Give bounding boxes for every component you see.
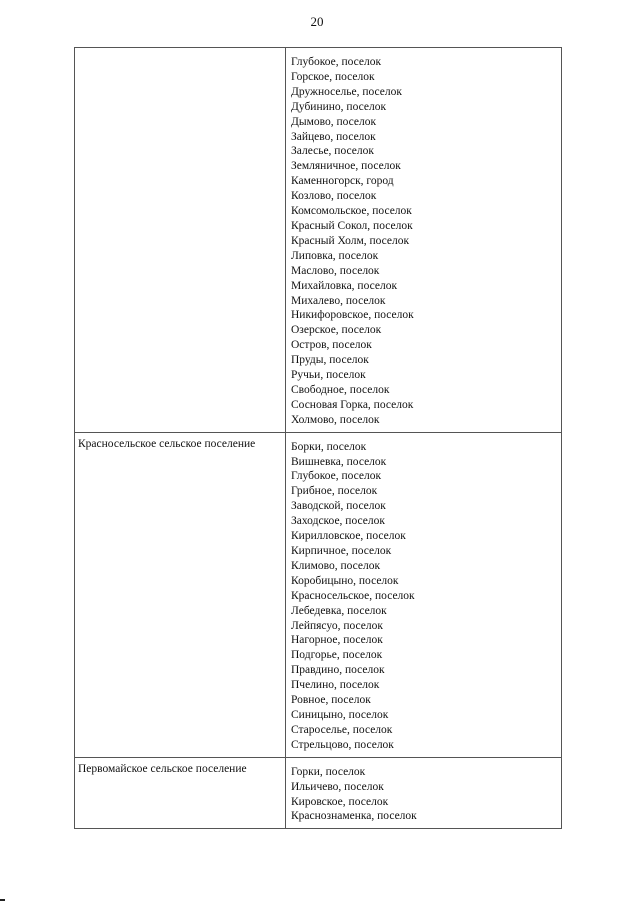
margin-mark: [0, 899, 5, 901]
settlement-item: Сосновая Горка, поселок: [291, 398, 414, 411]
settlement-item: Борки, поселок: [291, 440, 367, 453]
settlements-table: [74, 47, 562, 829]
settlement-item: Дружноселье, поселок: [291, 85, 402, 98]
settlement-item: Синицыно, поселок: [291, 708, 389, 721]
settlement-item: Маслово, поселок: [291, 264, 380, 277]
settlement-item: Липовка, поселок: [291, 249, 379, 262]
settlement-item: Глубокое, поселок: [291, 56, 382, 68]
settlement-item: Пчелино, поселок: [291, 679, 380, 692]
settlement-item: Холмово, поселок: [291, 413, 380, 426]
settlements-cell: [286, 757, 562, 829]
settlement-item: Заходское, поселок: [291, 515, 385, 528]
settlement-item: Пруды, поселок: [291, 354, 369, 367]
settlement-item: Лебедевка, поселок: [291, 604, 387, 617]
settlement-item: Кирилловское, поселок: [291, 530, 406, 543]
settlement-item: Кирпичное, поселок: [291, 545, 392, 557]
settlement-item: Дубинино, поселок: [291, 100, 387, 113]
settlement-item: Краснознаменка, поселок: [291, 810, 417, 823]
settlements-cell: [286, 48, 562, 433]
settlement-item: Подгорье, поселок: [291, 649, 383, 662]
settlement-item: Стрельцово, поселок: [291, 738, 394, 751]
settlement-item: Лейпясуо, поселок: [291, 619, 383, 632]
settlement-item: Староселье, поселок: [291, 723, 393, 736]
settlement-item: Михалево, поселок: [291, 294, 386, 307]
settlement-item: Комсомольское, поселок: [291, 205, 412, 218]
settlement-item: Козлово, поселок: [291, 190, 377, 203]
settlement-item: Каменногорск, город: [291, 175, 394, 188]
settlement-item: Нагорное, поселок: [291, 634, 383, 647]
settlement-item: Никифоровское, поселок: [291, 309, 414, 322]
table-row: [75, 432, 562, 757]
settlement-item: Коробицыно, поселок: [291, 574, 399, 587]
settlement-item: Вишневка, поселок: [291, 455, 387, 468]
settlement-item: Красный Сокол, поселок: [291, 219, 413, 232]
settlement-item: Зайцево, поселок: [291, 130, 376, 143]
settlement-item: Заводской, поселок: [291, 500, 386, 513]
district-cell: Первомайское сельское поселение: [75, 757, 286, 829]
district-cell: Красносельское сельское поселение: [75, 432, 286, 757]
settlement-item: Остров, поселок: [291, 339, 372, 352]
settlement-item: Озерское, поселок: [291, 324, 382, 337]
settlement-item: Горское, поселок: [291, 70, 375, 83]
settlement-item: Ручьи, поселок: [291, 369, 366, 382]
settlement-item: Земляничное, поселок: [291, 160, 401, 173]
settlement-item: Ровное, поселок: [291, 694, 371, 707]
settlement-item: Залесье, поселок: [291, 145, 374, 158]
settlement-item: Кировское, поселок: [291, 795, 389, 808]
settlement-item: Грибное, поселок: [291, 485, 378, 498]
table-row: [75, 757, 562, 829]
page-number: 20: [310, 14, 324, 29]
settlement-item: Климово, поселок: [291, 559, 381, 572]
table-row: [75, 48, 562, 433]
settlement-item: Глубокое, поселок: [291, 470, 382, 483]
settlement-item: Правдино, поселок: [291, 664, 385, 677]
settlement-item: Красный Холм, поселок: [291, 234, 410, 247]
district-cell: [75, 48, 286, 433]
settlement-item: Дымово, поселок: [291, 115, 377, 128]
table-body: [75, 48, 562, 829]
settlement-item: Красносельское, поселок: [291, 589, 415, 602]
settlement-item: Михайловка, поселок: [291, 279, 398, 292]
settlement-item: Ильичево, поселок: [291, 780, 384, 793]
settlement-item: Горки, поселок: [291, 765, 366, 778]
settlements-cell: [286, 432, 562, 757]
settlement-item: Свободное, поселок: [291, 383, 390, 396]
